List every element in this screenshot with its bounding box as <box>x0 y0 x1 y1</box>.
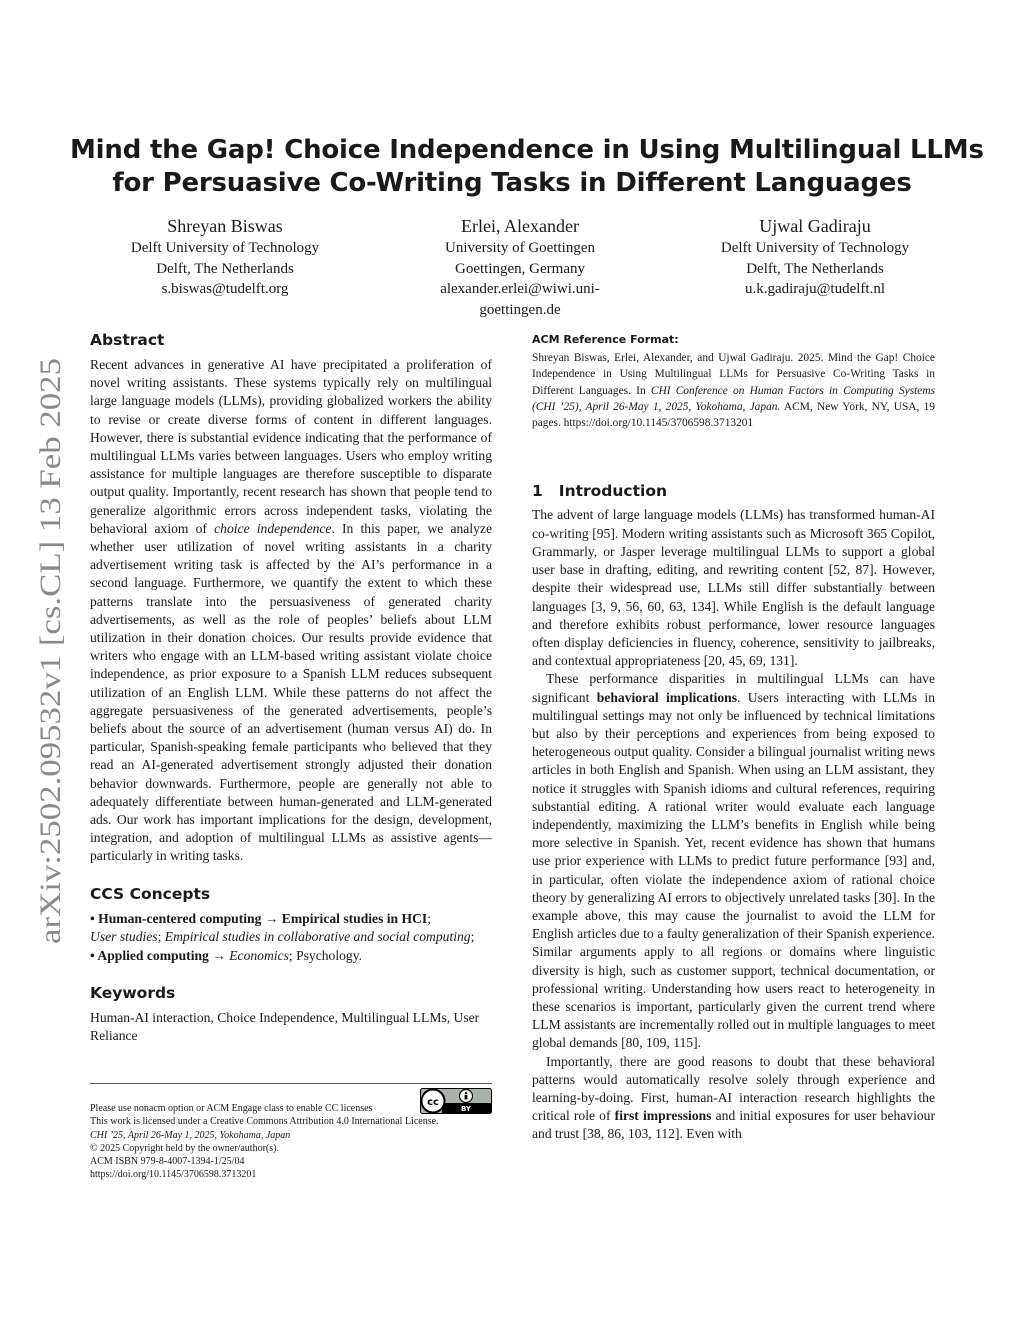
left-column <box>90 330 492 1046</box>
keywords-text: Human-AI interaction, Choice Independence, Multilingual LLMs, User Reliance <box>90 1009 480 1044</box>
cc-by-badge[interactable] <box>420 1088 492 1114</box>
abstract-heading: Abstract <box>90 331 165 349</box>
author-location: Delft, The Netherlands <box>746 260 884 277</box>
abstract-text <box>90 356 492 866</box>
license-footnote <box>90 1083 492 1182</box>
author-location: Goettingen, Germany <box>455 260 585 277</box>
ccs-sep: ; <box>470 929 475 945</box>
author-3 <box>680 214 950 320</box>
intro-p2-part: These performance disparities in multilingual LLMs can have significant <box>532 671 935 705</box>
ccs-italic-1: User studies <box>90 929 158 945</box>
arxiv-id: arXiv:2502.09532v1 [cs.CL] 13 Feb 2025 <box>34 439 67 944</box>
footnote-line: CHI ’25, April 26-May 1, 2025, Yokohama, Japan <box>90 1129 291 1141</box>
author-email[interactable]: s.biswas@tudelft.org <box>161 281 289 297</box>
author-name: Ujwal Gadiraju <box>759 216 871 236</box>
paper-title <box>70 134 984 200</box>
intro-paragraph-3 <box>532 1053 935 1144</box>
author-name: Shreyan Biswas <box>167 216 283 236</box>
ccs-tail: ; Psychology. <box>288 947 363 963</box>
abstract-part-1: Recent advances in generative AI have precipitated a proliferation of novel writing assistants. These systems typically rely on multilingual large language models (LLMs), providing globalized workers the ability to revise or create diverse forms of content in different languages. However, there is substantial evidence indicating that the performance of multilingual LLMs varies between languages. Users who employ writing assistance for multiple languages are therefore susceptible to disparate output quality. Importantly, recent research has shown that people tend to generalize algorithmic errors across independent tasks, violating the behavioral axiom of <box>90 357 492 536</box>
ccs-heading: CCS Concepts <box>90 884 211 903</box>
section-number: 1 <box>532 482 543 501</box>
acm-ref-part-1: Shreyan Biswas, Erlei, Alexander, and Ujwal Gadiraju. 2025. Mind the Gap! Choice Independence in Using Multilingual LLMs for Persuasive Co-Writing Tasks in Different Languages. In <box>532 352 935 397</box>
ccs-sep: ; <box>427 910 431 926</box>
author-email[interactable]: u.k.gadiraju@tudelft.nl <box>744 281 886 297</box>
intro-paragraph-1: The advent of large language models (LLMs) has transformed human-AI co-writing [95]. Modern writing assistants such as Microsoft 365 Copilot, Grammarly, or Jasper leverage multilingual LLMs to support a global user base in drafting, editing, and rewriting content [52, 87]. However, despite their widespread use, LLMs still differ substantially between languages [3, 9, 56, 60, 63, 134]. While English is the default language and therefore exhibits robust performance, lower resource languages often display deficiencies in fluency, coherence, sensitivity to jailbreaks, and contextual appropriateness [20, 45, 69, 131]. <box>532 507 935 669</box>
ccs-concepts <box>90 910 492 965</box>
title-line-2: for Persuasive Co-Writing Tasks in Different Languages <box>112 168 912 198</box>
author-block <box>90 214 950 320</box>
footnote-line[interactable]: This work is licensed under a Creative Commons Attribution 4.0 International License. <box>90 1116 439 1128</box>
author-affiliation: University of Goettingen <box>445 240 595 256</box>
section-title: Introduction <box>558 482 668 501</box>
right-column <box>532 332 935 1144</box>
ccs-sep: ; <box>157 929 165 945</box>
intro-p2-bold: behavioral implications <box>596 689 738 705</box>
arxiv-stamp <box>30 356 70 946</box>
author-name: Erlei, Alexander <box>461 216 579 236</box>
author-location: Delft, The Netherlands <box>156 260 294 277</box>
intro-p3-part: and initial exposures for user behaviour and trust [38, 86, 103, 112]. Even with <box>532 1108 935 1142</box>
ccs-bold-1: • Human-centered computing → Empirical studies in HCI <box>90 910 428 926</box>
footnote-line: Please use nonacm option or ACM Engage class to enable CC licenses <box>90 1103 373 1114</box>
author-email-cont[interactable]: goettingen.de <box>479 301 561 318</box>
svg-text:cc: cc <box>427 1097 439 1108</box>
author-email[interactable]: alexander.erlei@wiwi.uni- <box>440 281 600 297</box>
acm-ref-venue: CHI Conference on Human Factors in Computing Systems (CHI ’25), April 26-May 1, 2025, Yokohama, Japan. <box>532 384 936 413</box>
intro-p3-part: Importantly, there are good reasons to doubt that these behavioral patterns would automatically resolve solely through experience and learning-by-doing. First, human-AI interaction research highlights the critical role of <box>532 1053 935 1124</box>
footnote-doi[interactable]: https://doi.org/10.1145/3706598.3713201 <box>90 1169 257 1181</box>
intro-paragraph-2 <box>532 670 935 1052</box>
footnote-line: ACM ISBN 979-8-4007-1394-1/25/04 <box>90 1156 245 1168</box>
cc-by-label: BY <box>460 1105 472 1114</box>
keywords-heading: Keywords <box>90 983 176 1002</box>
author-affiliation: Delft University of Technology <box>720 240 910 256</box>
ccs-bold-2: • Applied computing → <box>90 947 226 963</box>
author-2 <box>395 214 645 320</box>
intro-p3-bold: first impressions <box>614 1108 712 1124</box>
footnote-line: © 2025 Copyright held by the owner/author(s). <box>90 1142 279 1154</box>
ccs-italic-2: Empirical studies in collaborative and social computing <box>164 929 471 945</box>
acm-ref-heading: ACM Reference Format: <box>532 333 679 346</box>
abstract-emphasis: choice independence <box>214 520 332 536</box>
ccs-italic-3: Economics <box>229 947 289 963</box>
author-1 <box>90 214 360 320</box>
title-line-1: Mind the Gap! Choice Independence in Using Multilingual LLMs <box>70 135 984 165</box>
acm-ref-part-2: ACM, New York, NY, USA, 19 pages. https://doi.org/10.1145/3706598.3713201 <box>532 400 935 430</box>
author-affiliation: Delft University of Technology <box>130 240 320 256</box>
abstract-part-2: . In this paper, we analyze whether user utilization of novel writing assistants in a charity advertisement writing task is affected by the AI’s performance in a second language. Furthermore, we quantify the extent to which these patterns translate into the persuasiveness of generated charity advertisements, as well as the role of peoples’ beliefs about LLM utilization in their donation choices. Our results provide evidence that writers who engage with an LLM-based writing assistant violate choice independence, as prior exposure to a Spanish LLM reduces subsequent utilization of an English LLM. While these patterns do not affect the aggregate persuasiveness of the generated advertisements, people’s beliefs about the source of an advertisement (human versus AI) do. In particular, Spanish-speaking female participants who believed that they read an AI-generated advertisement strongly adjusted their donation behavior downwards. Furthermore, people are generally not able to adequately differentiate between human-generated and LLM-generated ads. Our work has important implications for the design, development, integration, and adoption of multilingual LLMs as assistive agents—particularly in writing tasks. <box>90 520 492 864</box>
acm-ref-text <box>532 350 935 431</box>
intro-heading <box>532 481 935 501</box>
intro-p2-part: . Users interacting with LLMs in multilingual settings may not only be influenced by technical limitations but also by their perceptions and experiences from being exposed to heterogeneous output quality. Consider a bilingual journalist writing news articles in both English and Spanish. When using an LLM assistant, they notice it struggles with Spanish idioms and cultural references, requiring substantial editing. A rational writer would evaluate each language independently, maximizing the LLM’s benefits in English while being more selective in Spanish. Yet, recent evidence has shown that humans use prior experience with LLMs to predict future performance [93] and, in particular, often violate the independence axiom of rational choice theory by generalizing AI errors to objectively unrelated tasks [30]. In the example above, this may cause the journalist to avoid the LLM for English articles due to a faulty generalization of their Spanish experience. Similar arguments apply to all regions or domains where linguistic diversity is high, such as customer support, technical documentation, or professional writing. Understanding how users react to heterogeneity in these scenarios is important, particularly given the current trend where LLM assistants are incrementally rolled out in multiple languages to meet global demands [80, 109, 115]. <box>532 689 936 1051</box>
